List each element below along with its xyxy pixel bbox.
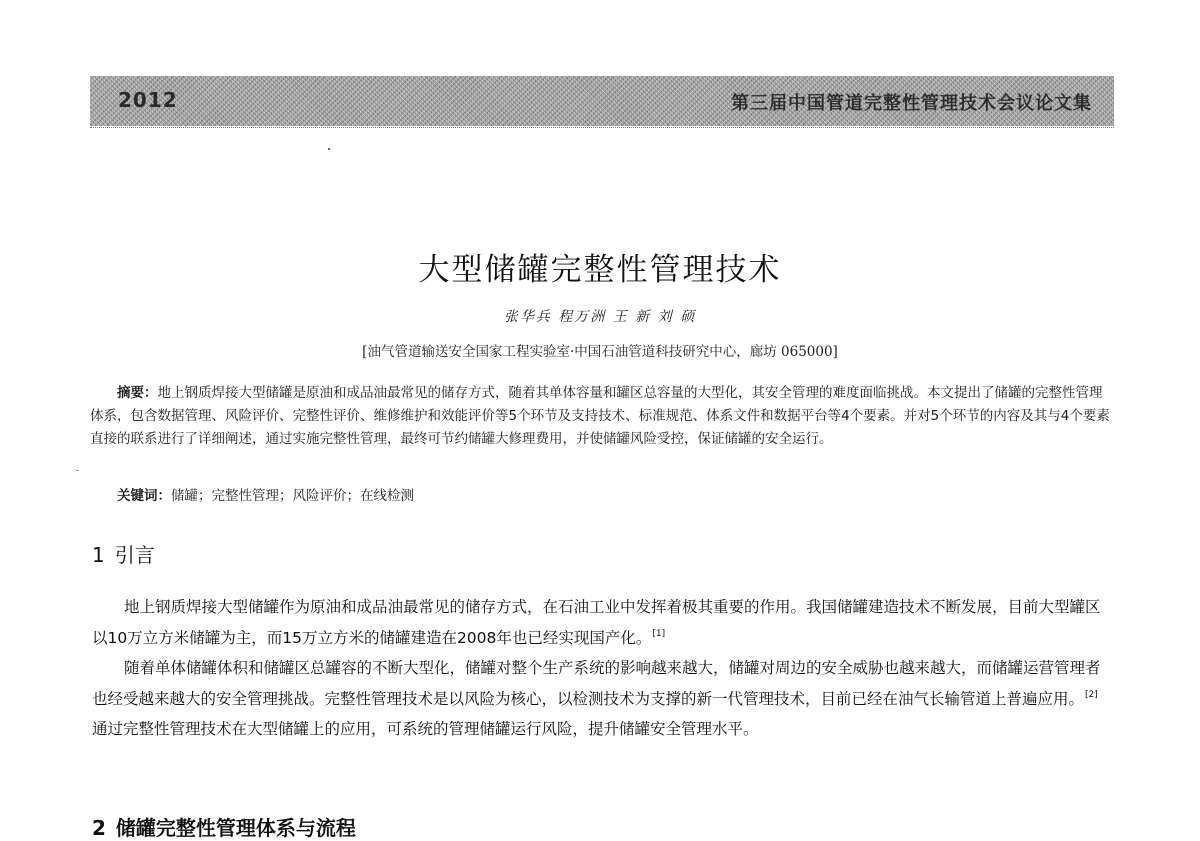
header-divider [90, 127, 1114, 128]
header-year: 2012 [118, 88, 178, 112]
keywords-text: 储罐；完整性管理；风险评价；在线检测 [171, 488, 414, 504]
header-journal-title: 第三届中国管道完整性管理技术会议论文集 [731, 93, 1092, 114]
paper-authors: 张华兵 程万洲 王 新 刘 硕 [503, 309, 697, 325]
keywords [117, 484, 1110, 504]
intro-paragraph-1 [92, 592, 1112, 653]
paragraph-text: 随着单体储罐体积和储罐区总罐容的不断大型化，储罐对整个生产系统的影响越来越大，储罐对周边的安全威胁也越来越大，而储罐运营管理者也经受越来越大的安全管理挑战。完整性管理技术是以风险为核心，以检测技术为支撑的新一代管理技术，目前已经在油气长输管道上普遍应用。 [92, 659, 1101, 708]
citation-ref[interactable]: [1] [652, 629, 666, 640]
scan-speck [328, 148, 330, 150]
abstract [90, 382, 1110, 451]
paragraph-text: 通过完整性管理技术在大型储罐上的应用，可系统的管理储罐运行风险，提升储罐安全管理水平。 [92, 720, 759, 738]
running-header [90, 76, 1114, 126]
scan-mark [76, 470, 79, 471]
section-title: 储罐完整性管理体系与流程 [115, 816, 356, 840]
section-heading-intro [92, 539, 155, 568]
section-number: 2 [92, 816, 106, 840]
keywords-label: 关键词： [117, 488, 171, 504]
abstract-text: 地上钢质焊接大型储罐是原油和成品油最常见的储存方式，随着其单体容量和罐区总容量的大型化，其安全管理的难度面临挑战。本文提出了储罐的完整性管理体系，包含数据管理、风险评价、完整性评价、维修维护和效能评价等5个环节及支持技术、标准规范、体系文件和数据平台等4个要素。并对5个环节的内容及其与4个要素直接的联系进行了详细阐述，通过实施完整性管理，最终可节约储罐大修理费用，并使储罐风险受控，保证储罐的安全运行。 [90, 385, 1110, 447]
abstract-label: 摘要： [117, 385, 158, 401]
paper-title: 大型储罐完整性管理技术 [418, 252, 782, 288]
paragraph-text: 地上钢质焊接大型储罐作为原油和成品油最常见的储存方式，在石油工业中发挥着极其重要的作用。我国储罐建造技术不断发展，目前大型罐区以10万立方米储罐为主，而15万立方米的储罐建造在2008年也已经实现国产化。 [92, 598, 1101, 647]
paper-affiliation: [油气管道输送安全国家工程实验室·中国石油管道科技研究中心，廊坊 065000] [362, 344, 838, 360]
citation-ref[interactable]: [2] [1085, 690, 1098, 701]
intro-paragraph-2 [92, 653, 1112, 745]
section-title: 引言 [114, 543, 155, 567]
section-number: 1 [92, 543, 105, 567]
